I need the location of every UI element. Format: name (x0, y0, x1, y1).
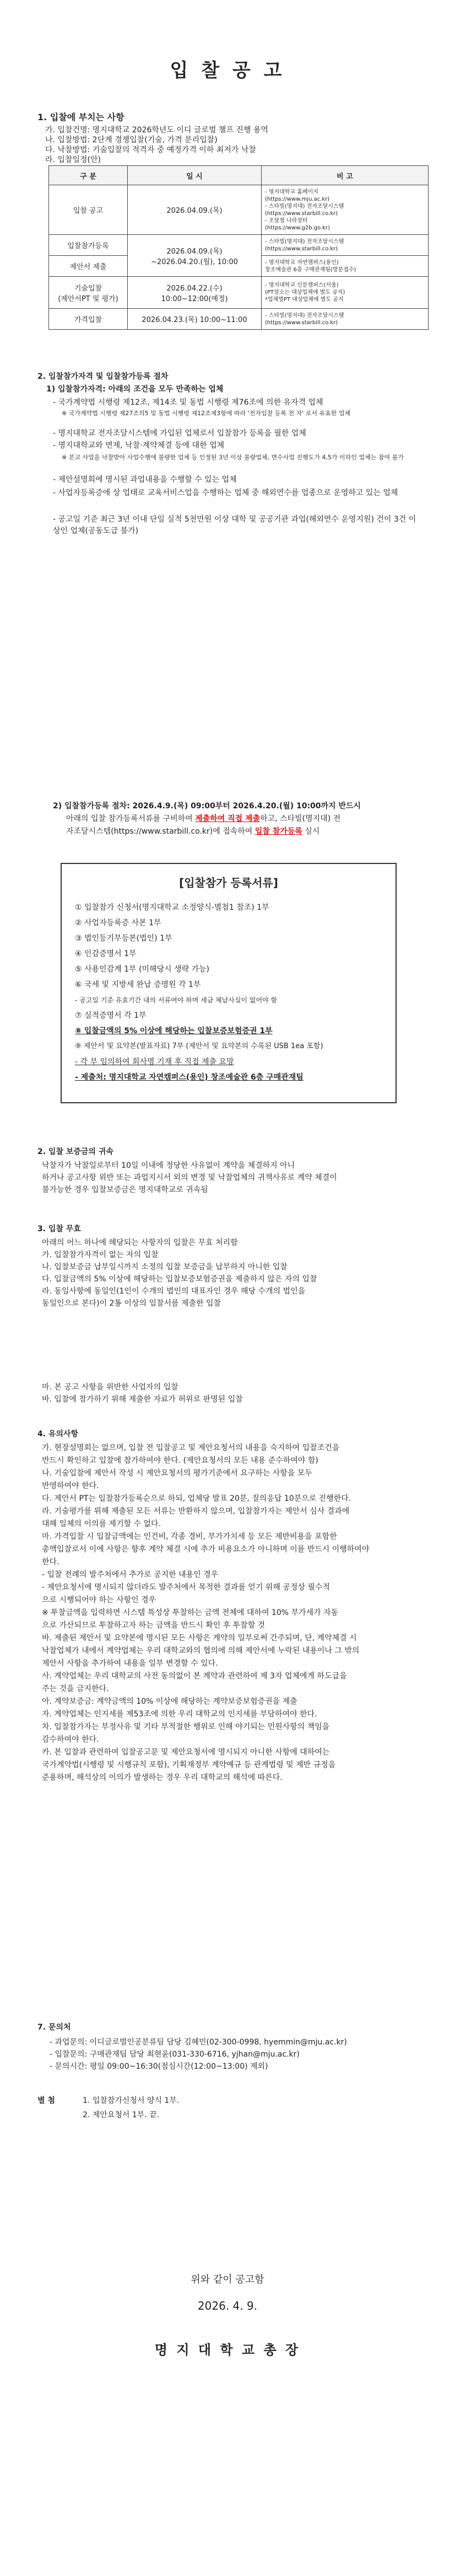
text-span: 2) 입찰참가등록 절차: 2026.4.9.(목) 09:00부터 2026.4.20.(월) 10:00까지 반드시 (53, 802, 361, 811)
section-heading: 3. 입찰 무효 (37, 1225, 81, 1233)
issuer-name: 명 지 대 학 교 총 장 (154, 2342, 301, 2358)
note-line: *업체별PT 대상업체에 별도 공지 (265, 297, 344, 303)
subheading (46, 384, 223, 395)
text-line (66, 826, 319, 838)
list-item (62, 1023, 396, 1039)
text-line: 다. 낙찰방법: 기술입찰의 적격자 중 예정가격 이하 최저가 낙찰 (45, 146, 256, 154)
list-item (62, 1054, 396, 1070)
text-line: 동일인으로 본다)이 2통 이상의 입찰서를 제출한 입찰 (42, 1299, 221, 1308)
notice-line: - 입찰 전례의 발주처에서 추가로 공지한 내용인 경우 (42, 1570, 219, 1579)
text-span: 자조달시스템(https://www.starbill.co.kr)에 접속하여 (66, 827, 255, 836)
table-header: 구 분 (49, 166, 128, 185)
list-item: ⑨ 제안서 및 요약본(발표자료) 7부 (제안서 및 요약본의 수록된 USB 1ea 포함) (75, 1042, 323, 1050)
list-item: ① 입찰참가 신청서(명지대학교 소정양식-별첨1 참조) 1부 (75, 903, 269, 912)
table-cell (262, 309, 429, 330)
notice-line: ※ 투찰금액을 입력하면 시스템 특성상 투찰하는 금액 전체에 대하여 10% 부가세가 자동 (42, 1608, 339, 1617)
date-line: ~2026.04.20.(월), 10:00 (151, 257, 238, 266)
table-cell (262, 235, 429, 256)
table-cell: 입찰 공고 (49, 185, 128, 235)
note-line: - 명지대학교 자연캠퍼스(용인) (265, 259, 339, 266)
note-line: (https://www.starbill.co.kr) (265, 210, 338, 217)
text-line: 가. 입찰건명: 명지대학교 2026학년도 이디 글로벌 챌프 진행 용역 (45, 126, 268, 135)
table-cell (262, 256, 429, 277)
note-line: - 스타빌(명지대) 전자조달시스템 (265, 312, 344, 319)
contact-line: - 문의시간: 평일 09:00~16:30(점심시간(12:00~13:00) 제외) (50, 2062, 268, 2071)
notice-line: 마. 가격입찰 시 입찰금액에는 인건비, 각종 경비, 부가가치세 등 모든 제반비용을 포함한 (42, 1532, 337, 1541)
table-cell: 2026.04.23.(목) 10:00~11:00 (128, 309, 262, 330)
notice-line: 아. 계약보증금: 계약금액의 10% 이상에 해당하는 계약보증보험증권을 제출 (42, 1697, 297, 1706)
sub-label: 1) 입찰참가자격: 아래의 조건을 모두 만족하는 업체 (46, 385, 224, 394)
note-line: (https://www.g2b.go.kr) (265, 224, 331, 231)
note-line: - 스타빌(명지대) 전자조달시스템 (265, 238, 344, 245)
table-row (49, 309, 429, 330)
table-cell (262, 185, 429, 235)
notice-line: 반드시 확인하고 입찰에 참가하여야 한다. (제안요청서의 모든 내용 준수하여야 함) (42, 1456, 318, 1465)
list-item: ④ 인감증명서 1부 (75, 949, 137, 958)
notice-line: 다. 제안서 PT는 입찰참가등록순으로 하되, 업체당 발표 20분, 질의응답 10분으로 진행한다. (42, 1494, 351, 1503)
table-cell (128, 235, 262, 277)
notice-line: 카. 본 입찰과 관련하여 입찰공고문 및 제안요청서에 명시되지 아니한 사항에 대하여는 (42, 1748, 330, 1757)
text-line (66, 813, 340, 825)
notice-line: - 제안요청서에 명시되지 않더라도 발주처에서 목적한 결과를 얻기 위해 공정상 필수적 (42, 1583, 330, 1592)
note-line: - 스타빌(명지대) 전자조달시스템 (265, 203, 344, 210)
note-line: 창조예술관 6층 구매관재팀(방문접수) (265, 266, 356, 273)
text-span: 실시 (302, 827, 320, 836)
text-line: 다. 입찰금액의 5% 이상에 해당하는 입찰보증보험증권을 제출하지 않은 자의 입찰 (42, 1275, 317, 1284)
text-line: - 사업자등록증에 상 업태로 교육서비스업을 수행하는 업체 중 해외연수를 업종으로 운영하고 있는 업체 (53, 489, 398, 497)
note-line: ※ 국가계약법 시행령 제27조의5 및 동법 시행령 제12조제3항에 따라 '전자입찰 등록 전 자' 로서 유효한 업체 (62, 410, 351, 417)
emphasis-text: ⑧ 입찰금액의 5% 이상에 해당하는 입찰보증보험증권 1부 (75, 1027, 273, 1035)
required-documents-box (61, 863, 397, 1103)
text-line: 나. 입찰방법: 2단계 경쟁입찰(기술, 가격 분리입찰) (45, 136, 218, 144)
text-line: 아래의 어느 하나에 해당되는 사항자의 입찰은 무효 처리함 (42, 1238, 238, 1247)
table-header: 일 시 (128, 166, 262, 185)
note-line: (https://www.starbill.co.kr) (265, 245, 338, 252)
notice-line: 가. 현장설명회는 없으며, 입찰 전 입찰공고 및 제안요청서의 내용을 숙지하여 입찰조건을 (42, 1443, 340, 1452)
notice-line: 대해 일체의 이의를 제기할 수 없다. (42, 1520, 161, 1528)
notice-line: 총액입찰로서 이에 사항은 향후 계약 체결 시에 추가 비용요소가 아니하며 이를 반드시 이행하여야 (42, 1545, 370, 1554)
notice-line: 차. 입찰참가자는 부정사유 및 기타 부적절한 행위로 인해 야기되는 민원사항의 책임을 (42, 1722, 330, 1731)
attachment-item: 2. 제안요청서 1부. 끝. (83, 2111, 160, 2119)
note-line: (https://www.mju.ac.kr) (265, 196, 330, 202)
page-title: 입 찰 공 고 (170, 60, 285, 82)
text-line: 가. 입찰참가자격이 없는 자의 입찰 (42, 1251, 159, 1259)
note-line: (https://www.starbill.co.kr) (265, 319, 338, 326)
text-line: - 명지대학교 전자조달시스템에 가입된 업체로서 입찰참가 등록을 필한 업체 (53, 429, 306, 438)
text-line: 불가능한 경우 입찰보증금은 명지대학교로 귀속됨 (42, 1185, 208, 1194)
emphasis-text: 제출하여 직접 제출 (195, 814, 261, 823)
text-line: 하거나 공고사항 위반 또는 과업지시서 외의 변경 및 낙찰업체의 귀책사유로 계약 체결이 (42, 1173, 337, 1182)
text-line: 바. 입찰에 참가하기 위해 제출한 자료가 허위로 판명된 입찰 (42, 1395, 243, 1404)
section-heading: 2. 입찰 보증금의 귀속 (37, 1147, 113, 1156)
section-heading: 4. 유의사항 (37, 1430, 79, 1439)
text-line: 라. 입찰일정(안) (45, 155, 101, 164)
notice-line: 국가계약법(시행령 및 시행규칙 포함), 기획재정부 계약예규 등 관계법령 및 제반 규정을 (42, 1761, 336, 1769)
notice-line: 주는 것을 금지한다. (42, 1684, 109, 1693)
list-item: ⑤ 사용인감계 1부 (미해당시 생략 가능) (75, 965, 209, 974)
notice-line: 나. 기술입찰에 제안서 작성 시 제안요청서의 평가기준에서 요구하는 사항을 모두 (42, 1469, 312, 1478)
table-row (49, 185, 429, 235)
text-line: 낙찰자가 낙찰일로부터 10일 이내에 정당한 사유없이 계약을 체결하지 아니 (42, 1161, 295, 1170)
emphasis-text: - 각 부 임의하여 회사명 기재 후 직접 제출 요망 (75, 1058, 234, 1066)
notice-line: 사. 계약업체는 우리 대학교의 사전 동의없이 본 계약과 관련하여 제 3자 업체에게 하도급을 (42, 1672, 347, 1681)
date-line: 2026.04.09.(목) (166, 247, 223, 256)
list-item: ⑥ 국세 및 지방세 완납 증명원 각 1부 (75, 980, 201, 989)
notice-line: 낙찰업체가 내에서 계약업체는 우리 대학교와의 협의에 의해 제안서에 누락된 내용이나 그 밖의 (42, 1646, 360, 1655)
note-line: - 명지대학교 홈페이지 (265, 189, 318, 195)
section-heading: 2. 입찰참가자격 및 입찰참가등록 절차 (37, 372, 169, 381)
footer-statement: 위와 같이 공고함 (191, 2274, 264, 2285)
emphasis-text: - 제출처: 명지대학교 자연캠퍼스(용인) 창조예술관 6층 구매관재팀 (75, 1073, 304, 1082)
table-row (49, 235, 429, 256)
notice-line: 준용하며, 해석상의 이의가 발생하는 경우 우리 대학교의 해석에 따른다. (42, 1773, 283, 1782)
notice-line: 으로 가산되므로 투찰하고자 하는 금액을 반드시 확인 후 투찰할 것 (42, 1621, 266, 1630)
notice-line: 자. 계약업체는 인지세를 제53조에 의한 우리 대학교의 인지세를 부담하여야 한다. (42, 1710, 317, 1719)
text-line (53, 801, 361, 812)
notice-line: 바. 제출된 제안서 및 요약본에 명시된 모든 사항은 계약의 일부로써 간주되며, 단, 계약체결 시 (42, 1634, 357, 1643)
list-item: ② 사업자등록증 사본 1부 (75, 919, 161, 927)
notice-line: 감수하여야 한다. (42, 1735, 99, 1744)
table-cell: 가격입찰 (49, 309, 128, 330)
table-cell: 2026.04.09.(목) (128, 185, 262, 235)
text-line: - 제안설명회에 명시된 과업내용을 수행할 수 있는 업체 (53, 475, 237, 484)
attachment-label: 별 첨 (37, 2096, 55, 2105)
text-span: 하고, 스타빌(명지대) 전 (260, 814, 341, 823)
table-header: 비 고 (262, 166, 429, 185)
table-cell: 제안서 제출 (49, 256, 128, 277)
table-cell: 기술입찰 (제안서PT 및 평가) (49, 277, 128, 309)
text-line: 라. 동일사항에 동일인(1인이 수개의 법인의 대표자인 경우 해당 수개의 법인을 (42, 1287, 306, 1296)
text-line: 나. 입찰보증금 납부일시까지 소정의 입찰 보증금을 납부하지 아니한 입찰 (42, 1263, 288, 1271)
footer-date: 2026. 4. 9. (197, 2299, 258, 2312)
emphasis-text: 입찰 참가등록 (254, 827, 302, 836)
table-cell: 입찰참가등록 (49, 235, 128, 256)
contact-line: - 입찰문의: 구매관재팀 담당 최현윤(031-330-6716, yjhan@mju.ac.kr) (50, 2050, 300, 2059)
note-line: (PT장소는 대상업체에 별도 공지) (265, 289, 345, 296)
list-item: - 공고일 기준 유효기간 내의 서류여야 하며 세금 체납사실이 없어야 함 (75, 996, 278, 1004)
text-line: 마. 본 공고 사항을 위반한 사업자의 입찰 (42, 1383, 178, 1392)
notice-line: 으로 시행되어야 하는 사항인 경우 (42, 1596, 156, 1604)
note-line: - 명지대학교 인문캠퍼스(서울) (265, 282, 339, 288)
note-line: - 조달청 나라장터 (265, 217, 308, 224)
note-line: ※ 본교 사업을 낙찰받아 사업수행에 불량한 업체 등 인정된 3년 이상 불량업체, 면수사업 진행도가 4,5가 이하인 업체는 참여 불가 (62, 454, 404, 461)
attachment-item: 1. 입찰참가신청서 양식 1부. (83, 2096, 180, 2105)
section-heading: 1. 입찰에 부치는 사항 (37, 112, 124, 122)
contact-line: - 과업문의: 이디글로벌인공분류팀 담당 김혜민(02-300-0998, hyemmin@mju.ac.kr) (50, 2038, 347, 2047)
notice-line: 제안서 사항을 추가하여 내용을 일부 변경할 수 있다. (42, 1659, 218, 1668)
table-row (49, 277, 429, 309)
notice-line: 라. 기술평가를 위해 제출된 모든 서류는 반환하지 않으며, 입찰참가자는 제안서 심사 결과에 (42, 1507, 350, 1516)
text-line: - 명지대학교와 면제, 낙찰·계약체결 등에 대한 업체 (53, 441, 225, 450)
section-heading: 7. 문의처 (37, 2023, 71, 2032)
list-item: ③ 법인등기부등본(법인) 1부 (75, 934, 172, 943)
table-cell (262, 277, 429, 309)
schedule-table (48, 165, 429, 330)
box-title: [입찰참가 등록서류] (179, 876, 278, 889)
list-item: ⑦ 실적증명서 각 1부 (75, 1011, 147, 1020)
notice-line: 한다. (42, 1558, 59, 1566)
list-item (62, 1070, 396, 1085)
notice-line: 반영하여야 한다. (42, 1482, 99, 1490)
table-cell: 2026.04.22.(수) 10:00~12:00(예정) (128, 277, 262, 309)
text-span: 아래의 입찰 참가등록서류를 구비하여 (66, 814, 196, 823)
text-line: - 국가계약법 시행령 제12조, 제14조 및 동법 시행령 제76조에 의한 유자격 업체 (53, 398, 323, 407)
text-line: - 공고일 기준 최근 3년 이내 단일 실적 5천만원 이상 대학 및 공공기관 과업(해외연수 운영지원) 건이 3건 이상인 업체(공동도급 불가) (53, 515, 416, 535)
